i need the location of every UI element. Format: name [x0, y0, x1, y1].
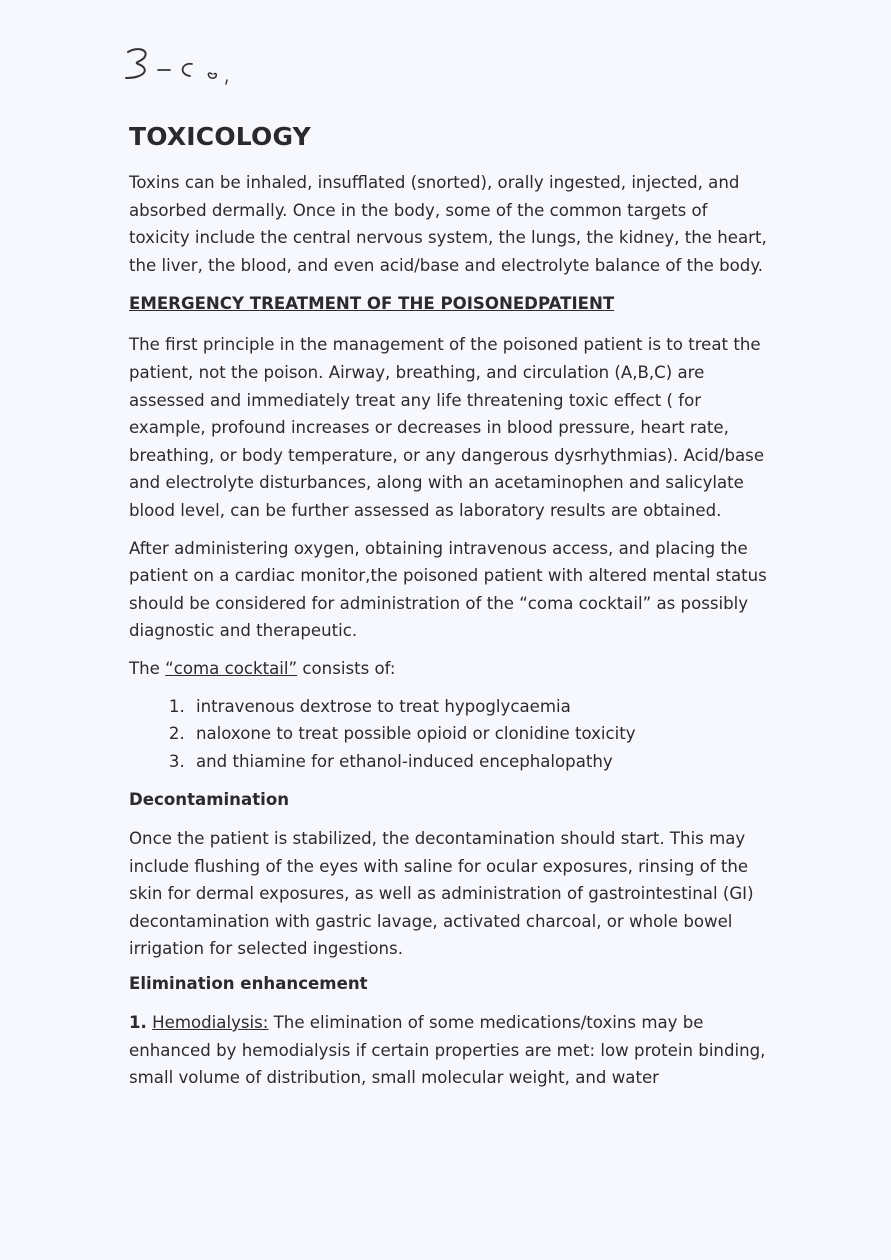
emergency-heading: EMERGENCY TREATMENT OF THE POISONEDPATIENT — [129, 294, 615, 314]
coma-cocktail-term: “coma cocktail” — [165, 658, 298, 678]
decontamination-heading: Decontamination — [129, 790, 290, 809]
emergency-paragraph-1: The first principle in the management of the poisoned patient is to treat the patient, not the poison. Airway, breathing, and circulation (A,B,C) are assessed and immediately treat any life threatening toxic effect ( for example, profound increases or decreases in blood pressure, heart rate, breathing, or body temperature, or any dangerous dysrhythmias). Acid/base and electrolyte disturbances, along with an acetaminophen and salicylate blood level, can be further assessed as laboratory results are obtained. — [129, 335, 765, 520]
coma-cocktail-list — [129, 693, 769, 776]
item-number: 1. — [129, 1012, 147, 1032]
list-item: 2. naloxone to treat possible opioid or clonidine toxicity — [190, 720, 769, 748]
handwritten-margin-note — [120, 44, 270, 94]
hemodialysis-term: Hemodialysis: — [152, 1012, 269, 1032]
coma-prefix: The — [129, 658, 166, 678]
list-item: 3. and thiamine for ethanol-induced encephalopathy — [190, 748, 769, 776]
coma-suffix: consists of: — [297, 658, 396, 678]
page-title: TOXICOLOGY — [129, 122, 311, 151]
hemodialysis-paragraph — [129, 1009, 769, 1092]
document-content — [129, 122, 769, 1102]
hemodialysis-text: The elimination of some medications/toxins may be enhanced by hemodialysis if certain properties are met: low protein binding, small volume of distribution, small molecular weight, and water — [129, 1012, 766, 1088]
intro-paragraph: Toxins can be inhaled, insufflated (snorted), orally ingested, injected, and absorbed dermally. Once in the body, some of the common targets of toxicity include the central nervous system, the lungs, the kidney, the heart, the liver, the blood, and even acid/base and electrolyte balance of the body. — [129, 173, 767, 275]
decontamination-paragraph: Once the patient is stabilized, the decontamination should start. This may include flushing of the eyes with saline for ocular exposures, rinsing of the skin for dermal exposures, as well as administration of gastrointestinal (GI) decontamination with gastric lavage, activated charcoal, or whole bowel irrigation for selected ingestions. — [129, 829, 754, 959]
coma-cocktail-intro — [129, 655, 769, 683]
handwritten-note-graphic — [120, 44, 270, 94]
list-item: 1. intravenous dextrose to treat hypoglycaemia — [190, 693, 769, 721]
elimination-heading: Elimination enhancement — [129, 973, 368, 993]
emergency-paragraph-2: After administering oxygen, obtaining intravenous access, and placing the patient on a cardiac monitor,the poisoned patient with altered mental status should be considered for administration of the “coma cocktail” as possibly diagnostic and therapeutic. — [129, 538, 767, 641]
